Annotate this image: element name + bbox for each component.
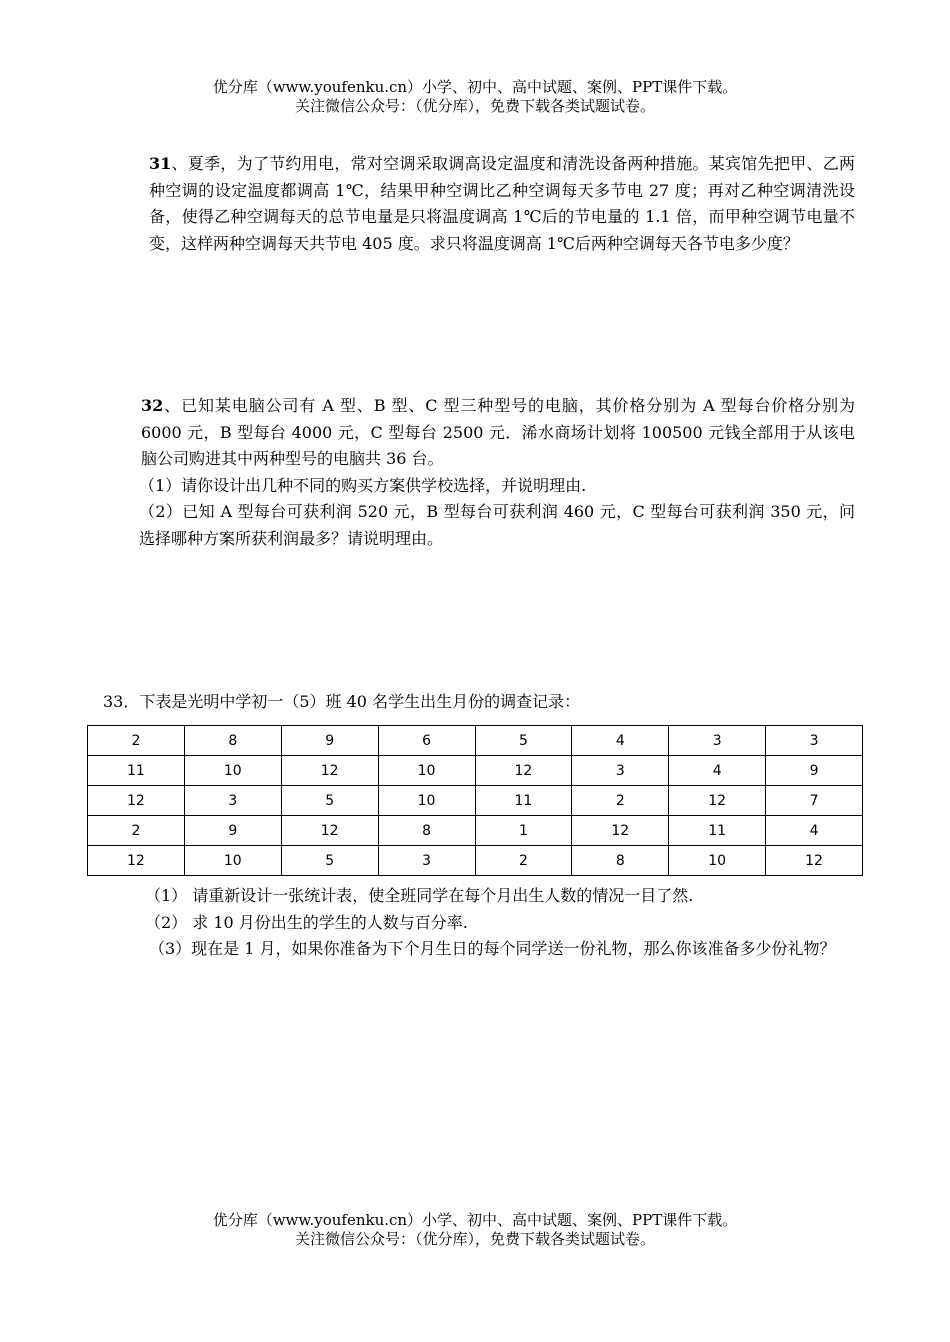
question-32 (103, 393, 855, 552)
table-cell: 3 (572, 756, 669, 786)
question-31-number: 31 (149, 154, 172, 173)
footer-line-2: 关注微信公众号：（优分库），免费下载各类试题试卷。 (294, 1230, 655, 1248)
question-33-intro (103, 689, 855, 716)
table-cell: 12 (475, 756, 572, 786)
table-cell: 4 (669, 756, 766, 786)
table-cell: 9 (184, 816, 281, 846)
table-cell: 11 (475, 786, 572, 816)
table-cell: 8 (184, 726, 281, 756)
table-cell: 3 (378, 846, 475, 876)
table-cell: 4 (766, 816, 863, 846)
table-cell: 9 (766, 756, 863, 786)
table-cell: 11 (669, 816, 766, 846)
table-cell: 12 (766, 846, 863, 876)
question-33-part-2: （2） 求 10 月份出生的学生的人数与百分率. (145, 912, 468, 932)
table-cell: 6 (378, 726, 475, 756)
table-cell: 3 (669, 726, 766, 756)
table-cell: 5 (281, 786, 378, 816)
table-cell: 2 (88, 726, 185, 756)
question-32-number: 32 (141, 396, 164, 415)
table-cell: 10 (378, 786, 475, 816)
table-row (88, 726, 863, 756)
table-cell: 5 (475, 726, 572, 756)
table-cell: 9 (281, 726, 378, 756)
header-line-2: 关注微信公众号：（优分库），免费下载各类试题试卷。 (294, 97, 655, 115)
table-cell: 3 (184, 786, 281, 816)
table-cell: 7 (766, 786, 863, 816)
table-cell: 12 (88, 786, 185, 816)
table-cell: 2 (475, 846, 572, 876)
table-cell: 12 (281, 756, 378, 786)
table-cell: 12 (572, 816, 669, 846)
page-header (0, 78, 950, 116)
question-33-intro-text: 33．下表是光明中学初一（5）班 40 名学生出生月份的调查记录： (103, 692, 581, 711)
table-cell: 12 (281, 816, 378, 846)
table-cell: 10 (378, 756, 475, 786)
table-cell: 11 (88, 756, 185, 786)
table-cell: 8 (572, 846, 669, 876)
table-cell: 3 (766, 726, 863, 756)
table-cell: 12 (88, 846, 185, 876)
table-row (88, 816, 863, 846)
question-31-text: 、夏季，为了节约用电，常对空调采取调高设定温度和清洗设备两种措施。某宾馆先把甲、乙两种空调的设定温度都调高 1℃，结果甲种空调比乙种空调每天多节电 27 度；再对乙种空调清洗设备，使得乙种空调每天的总节电量是只将温度调高 1℃后的节电量的 1.1 倍，而甲种空调节电量不变，这样两种空调每天共节电 405 度。求只将温度调高 1℃后两种空调每天各节电多少度？ (149, 154, 855, 253)
footer-line-1: 优分库（www.youfenku.cn）小学、初中、高中试题、案例、PPT课件下载。 (212, 1211, 738, 1229)
table-cell: 10 (669, 846, 766, 876)
table-row (88, 786, 863, 816)
question-32-text: 、已知某电脑公司有 A 型、B 型、C 型三种型号的电脑，其价格分别为 A 型每台价格分别为 6000 元，B 型每台 4000 元，C 型每台 2500 元．浠水商场计划将 100500 元钱全部用于从该电脑公司购进其中两种型号的电脑共 36 台。 (141, 396, 855, 468)
table-row (88, 846, 863, 876)
page-footer (0, 1211, 950, 1249)
table-row (88, 756, 863, 786)
table-cell: 8 (378, 816, 475, 846)
question-33-part-1: （1） 请重新设计一张统计表，使全班同学在每个月出生人数的情况一目了然. (145, 886, 694, 905)
table-cell: 2 (572, 786, 669, 816)
question-32-part-2: （2）已知 A 型每台可获利润 520 元，B 型每台可获利润 460 元，C 型每台可获利润 350 元，问选择哪种方案所获利润最多？请说明理由。 (139, 502, 855, 548)
question-33-part-3: （3）现在是 1 月，如果你准备为下个月生日的每个同学送一份礼物，那么你该准备多少份礼物？ (149, 939, 836, 958)
table-cell: 12 (669, 786, 766, 816)
table-cell: 10 (184, 756, 281, 786)
question-31 (103, 151, 855, 257)
table-cell: 4 (572, 726, 669, 756)
header-line-1: 优分库（www.youfenku.cn）小学、初中、高中试题、案例、PPT课件下载。 (212, 78, 738, 96)
table-cell: 2 (88, 816, 185, 846)
table-cell: 1 (475, 816, 572, 846)
question-32-part-1: （1）请你设计出几种不同的购买方案供学校选择，并说明理由. (139, 475, 587, 495)
table-cell: 10 (184, 846, 281, 876)
birth-month-table (87, 725, 863, 876)
question-33-parts (103, 883, 855, 963)
table-cell: 5 (281, 846, 378, 876)
